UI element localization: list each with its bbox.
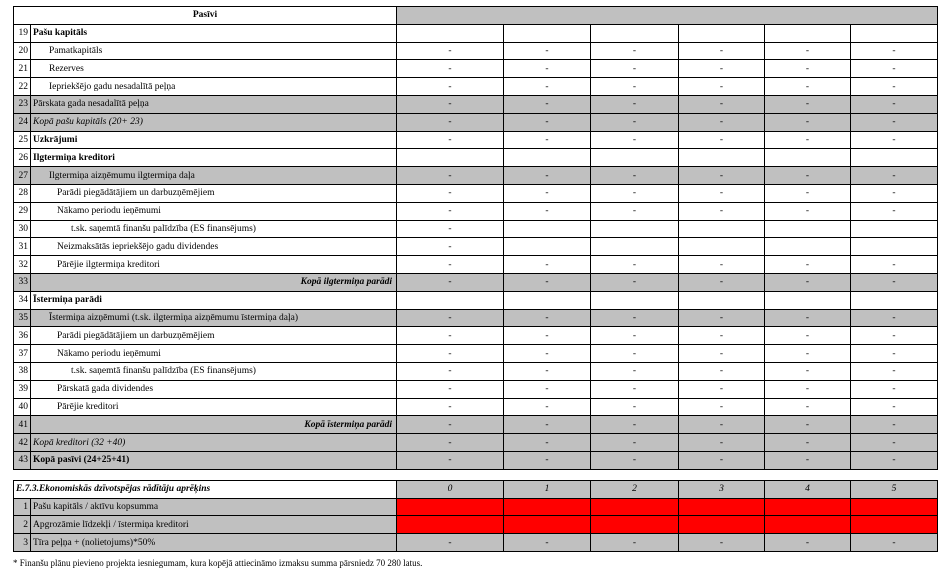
value-cell: -: [679, 309, 765, 327]
table-row: [14, 362, 938, 380]
row-number: 1: [14, 498, 31, 516]
value-cell: -: [679, 273, 765, 291]
value-cell: -: [679, 202, 765, 220]
value-cell: -: [851, 345, 938, 363]
table-row: [14, 42, 938, 60]
row-label: Nākamo periodu ieņēmumi: [31, 202, 397, 220]
value-cell: -: [765, 345, 851, 363]
row-label: Pārskatā gada dividendes: [31, 380, 397, 398]
value-cell: -: [851, 451, 938, 469]
value-cell: -: [765, 131, 851, 149]
value-cell: [679, 238, 765, 256]
value-cell: [765, 24, 851, 42]
value-cell: -: [591, 202, 679, 220]
value-cell: -: [765, 327, 851, 345]
value-cell: -: [591, 416, 679, 434]
value-cell: -: [504, 451, 591, 469]
table-row: [14, 309, 938, 327]
row-label: Kopā ilgtermiņa parādi: [31, 273, 397, 291]
footnote: * Finanšu plānu pievieno projekta iesniegumam, kura kopējā attiecināmo izmaksu summa pārsniedz 70 280 latus.: [13, 558, 423, 568]
section2-title: E.7.3.Ekonomiskās dzīvotspējas rādītāju aprēķins: [14, 480, 397, 498]
value-cell: -: [591, 256, 679, 274]
value-cell: [591, 498, 679, 516]
value-cell: -: [679, 362, 765, 380]
row-number: 22: [14, 78, 31, 96]
value-cell: -: [397, 327, 504, 345]
row-label: Uzkrājumi: [31, 131, 397, 149]
row-number: 43: [14, 451, 31, 469]
value-cell: -: [765, 78, 851, 96]
table-row: [14, 380, 938, 398]
value-cell: -: [397, 273, 504, 291]
table-row: [14, 451, 938, 469]
value-cell: -: [397, 434, 504, 452]
row-number: 28: [14, 184, 31, 202]
value-cell: -: [851, 434, 938, 452]
row-label: Kopā īstermiņa parādi: [31, 416, 397, 434]
indicator-row: [14, 516, 938, 534]
table-row: [14, 291, 938, 309]
value-cell: -: [679, 42, 765, 60]
value-cell: [504, 291, 591, 309]
value-cell: [679, 291, 765, 309]
table-row: [14, 113, 938, 131]
value-cell: -: [504, 202, 591, 220]
value-cell: -: [679, 113, 765, 131]
value-cell: -: [504, 416, 591, 434]
row-number: 19: [14, 24, 31, 42]
value-cell: -: [397, 345, 504, 363]
value-cell: -: [397, 256, 504, 274]
table-row: [14, 238, 938, 256]
value-cell: [851, 498, 938, 516]
value-cell: -: [765, 42, 851, 60]
value-cell: -: [679, 167, 765, 185]
header-fill: [397, 7, 938, 25]
table-row: [14, 131, 938, 149]
value-cell: -: [397, 451, 504, 469]
table-row: [14, 434, 938, 452]
row-number: 3: [14, 534, 31, 552]
value-cell: -: [591, 451, 679, 469]
value-cell: -: [504, 131, 591, 149]
value-cell: -: [851, 398, 938, 416]
table-row: [14, 78, 938, 96]
value-cell: -: [591, 534, 679, 552]
value-cell: -: [591, 380, 679, 398]
value-cell: [504, 220, 591, 238]
value-cell: -: [851, 534, 938, 552]
value-cell: -: [397, 398, 504, 416]
row-label: Pamatkapitāls: [31, 42, 397, 60]
table-row: [14, 273, 938, 291]
year-header: 2: [591, 480, 679, 498]
value-cell: -: [504, 60, 591, 78]
value-cell: -: [765, 113, 851, 131]
value-cell: -: [765, 434, 851, 452]
value-cell: -: [397, 184, 504, 202]
value-cell: -: [504, 534, 591, 552]
value-cell: -: [765, 309, 851, 327]
value-cell: -: [765, 273, 851, 291]
value-cell: -: [397, 167, 504, 185]
row-number: 40: [14, 398, 31, 416]
row-label: Pašu kapitāls: [31, 24, 397, 42]
value-cell: [765, 291, 851, 309]
value-cell: -: [591, 184, 679, 202]
year-header: 0: [397, 480, 504, 498]
table-row: [14, 149, 938, 167]
value-cell: -: [851, 362, 938, 380]
value-cell: -: [504, 327, 591, 345]
value-cell: -: [679, 256, 765, 274]
value-cell: -: [397, 95, 504, 113]
row-label: Kopā pašu kapitāls (20+ 23): [31, 113, 397, 131]
value-cell: [591, 291, 679, 309]
value-cell: -: [591, 42, 679, 60]
year-header: 4: [765, 480, 851, 498]
row-label: Rezerves: [31, 60, 397, 78]
value-cell: [397, 291, 504, 309]
value-cell: -: [765, 184, 851, 202]
table-row: [14, 60, 938, 78]
value-cell: [765, 220, 851, 238]
row-number: 26: [14, 149, 31, 167]
value-cell: [679, 498, 765, 516]
row-number: 38: [14, 362, 31, 380]
row-number: 24: [14, 113, 31, 131]
value-cell: [397, 24, 504, 42]
value-cell: -: [504, 42, 591, 60]
value-cell: -: [679, 534, 765, 552]
row-number: 31: [14, 238, 31, 256]
header-title: Pasīvi: [14, 7, 397, 25]
value-cell: -: [504, 184, 591, 202]
row-number: 2: [14, 516, 31, 534]
value-cell: -: [397, 78, 504, 96]
value-cell: [851, 238, 938, 256]
value-cell: -: [851, 327, 938, 345]
value-cell: [591, 24, 679, 42]
row-number: 34: [14, 291, 31, 309]
row-label: Ilgtermiņa aizņēmumu ilgtermiņa daļa: [31, 167, 397, 185]
value-cell: -: [591, 131, 679, 149]
value-cell: -: [679, 345, 765, 363]
value-cell: -: [504, 113, 591, 131]
value-cell: [591, 220, 679, 238]
value-cell: [765, 516, 851, 534]
value-cell: [504, 24, 591, 42]
value-cell: -: [765, 167, 851, 185]
value-cell: -: [591, 273, 679, 291]
value-cell: -: [591, 398, 679, 416]
row-label: Kopā kreditori (32 +40): [31, 434, 397, 452]
value-cell: [851, 24, 938, 42]
value-cell: -: [765, 398, 851, 416]
value-cell: -: [397, 113, 504, 131]
value-cell: -: [397, 534, 504, 552]
value-cell: -: [679, 95, 765, 113]
row-label: Ilgtermiņa kreditori: [31, 149, 397, 167]
row-label: Kopā pasīvi (24+25+41): [31, 451, 397, 469]
value-cell: -: [679, 416, 765, 434]
table-row: [14, 167, 938, 185]
table-row: [14, 398, 938, 416]
value-cell: -: [504, 273, 591, 291]
value-cell: -: [765, 202, 851, 220]
value-cell: -: [504, 345, 591, 363]
indicator-row: [14, 534, 938, 552]
year-header: 5: [851, 480, 938, 498]
row-number: 37: [14, 345, 31, 363]
value-cell: -: [591, 78, 679, 96]
value-cell: [591, 516, 679, 534]
value-cell: -: [851, 380, 938, 398]
value-cell: -: [679, 131, 765, 149]
value-cell: -: [504, 362, 591, 380]
table-row: [14, 184, 938, 202]
value-cell: -: [504, 95, 591, 113]
value-cell: -: [765, 451, 851, 469]
table-body: [14, 7, 938, 552]
row-label: t.sk. saņemtā finanšu palīdzība (ES finansējums): [31, 220, 397, 238]
row-label: Nākamo periodu ieņēmumi: [31, 345, 397, 363]
value-cell: -: [504, 398, 591, 416]
value-cell: -: [765, 256, 851, 274]
row-label: Pārējie ilgtermiņa kreditori: [31, 256, 397, 274]
value-cell: [679, 24, 765, 42]
spacer-cell: [14, 469, 938, 480]
value-cell: -: [765, 362, 851, 380]
row-number: 36: [14, 327, 31, 345]
value-cell: -: [851, 131, 938, 149]
value-cell: -: [851, 78, 938, 96]
value-cell: -: [851, 273, 938, 291]
value-cell: -: [679, 60, 765, 78]
value-cell: [765, 498, 851, 516]
value-cell: [765, 238, 851, 256]
value-cell: -: [851, 167, 938, 185]
value-cell: -: [851, 416, 938, 434]
value-cell: -: [679, 184, 765, 202]
row-label: Pārskata gada nesadalītā peļņa: [31, 95, 397, 113]
year-header: 3: [679, 480, 765, 498]
value-cell: -: [504, 434, 591, 452]
table-row: [14, 345, 938, 363]
value-cell: -: [504, 167, 591, 185]
row-number: 29: [14, 202, 31, 220]
table-row: [14, 327, 938, 345]
value-cell: -: [591, 362, 679, 380]
value-cell: [397, 498, 504, 516]
value-cell: [679, 516, 765, 534]
table-row: [14, 220, 938, 238]
value-cell: -: [397, 362, 504, 380]
value-cell: -: [679, 398, 765, 416]
value-cell: -: [851, 202, 938, 220]
row-label: Parādi piegādātājiem un darbuzņēmējiem: [31, 327, 397, 345]
value-cell: -: [765, 380, 851, 398]
value-cell: -: [591, 95, 679, 113]
value-cell: -: [679, 451, 765, 469]
value-cell: -: [851, 113, 938, 131]
row-label: Pārējie kreditori: [31, 398, 397, 416]
row-number: 35: [14, 309, 31, 327]
value-cell: -: [679, 78, 765, 96]
value-cell: -: [591, 345, 679, 363]
row-label: Tīra peļņa + (nolietojums)*50%: [31, 534, 397, 552]
value-cell: [765, 149, 851, 167]
value-cell: -: [679, 434, 765, 452]
value-cell: -: [504, 78, 591, 96]
row-number: 39: [14, 380, 31, 398]
value-cell: -: [397, 202, 504, 220]
value-cell: [591, 238, 679, 256]
indicator-row: [14, 498, 938, 516]
year-header: 1: [504, 480, 591, 498]
table-row: [14, 416, 938, 434]
value-cell: [504, 498, 591, 516]
value-cell: -: [504, 380, 591, 398]
value-cell: -: [765, 60, 851, 78]
spacer-row: [14, 469, 938, 480]
value-cell: -: [765, 534, 851, 552]
value-cell: [397, 149, 504, 167]
value-cell: -: [679, 380, 765, 398]
value-cell: -: [504, 256, 591, 274]
row-label: Īstermiņa aizņēmumi (t.sk. ilgtermiņa aizņēmumu īstermiņa daļa): [31, 309, 397, 327]
row-number: 21: [14, 60, 31, 78]
value-cell: -: [591, 60, 679, 78]
value-cell: -: [397, 220, 504, 238]
table-row: [14, 256, 938, 274]
value-cell: -: [397, 309, 504, 327]
row-number: 32: [14, 256, 31, 274]
value-cell: -: [591, 113, 679, 131]
value-cell: -: [765, 95, 851, 113]
value-cell: [504, 516, 591, 534]
value-cell: -: [397, 238, 504, 256]
row-number: 33: [14, 273, 31, 291]
value-cell: [504, 149, 591, 167]
value-cell: -: [591, 327, 679, 345]
row-number: 30: [14, 220, 31, 238]
value-cell: -: [851, 184, 938, 202]
value-cell: [851, 516, 938, 534]
row-number: 25: [14, 131, 31, 149]
row-label: Neizmaksātās iepriekšējo gadu dividendes: [31, 238, 397, 256]
row-label: Pašu kapitāls / aktīvu kopsumma: [31, 498, 397, 516]
value-cell: -: [591, 434, 679, 452]
value-cell: -: [397, 42, 504, 60]
row-number: 41: [14, 416, 31, 434]
row-number: 42: [14, 434, 31, 452]
value-cell: -: [591, 309, 679, 327]
value-cell: [679, 220, 765, 238]
row-label: Parādi piegādātājiem un darbuzņēmējiem: [31, 184, 397, 202]
value-cell: [591, 149, 679, 167]
value-cell: -: [679, 327, 765, 345]
value-cell: [397, 516, 504, 534]
value-cell: [851, 149, 938, 167]
value-cell: -: [851, 309, 938, 327]
row-number: 20: [14, 42, 31, 60]
value-cell: [851, 220, 938, 238]
section2-header: [14, 480, 938, 498]
value-cell: -: [397, 416, 504, 434]
value-cell: -: [851, 42, 938, 60]
balance-table: [13, 6, 938, 552]
table-row: [14, 24, 938, 42]
value-cell: -: [851, 95, 938, 113]
header-row: [14, 7, 938, 25]
value-cell: [504, 238, 591, 256]
row-number: 23: [14, 95, 31, 113]
row-label: Iepriekšējo gadu nesadalītā peļņa: [31, 78, 397, 96]
table-row: [14, 95, 938, 113]
row-label: Apgrozāmie līdzekļi / īstermiņa kreditori: [31, 516, 397, 534]
table-row: [14, 202, 938, 220]
value-cell: -: [397, 131, 504, 149]
value-cell: -: [851, 256, 938, 274]
value-cell: [851, 291, 938, 309]
value-cell: -: [397, 60, 504, 78]
value-cell: [679, 149, 765, 167]
value-cell: -: [504, 309, 591, 327]
row-number: 27: [14, 167, 31, 185]
row-label: t.sk. saņemtā finanšu palīdzība (ES finansējums): [31, 362, 397, 380]
row-label: Īstermiņa parādi: [31, 291, 397, 309]
value-cell: -: [851, 60, 938, 78]
value-cell: -: [397, 380, 504, 398]
value-cell: -: [765, 416, 851, 434]
value-cell: -: [591, 167, 679, 185]
